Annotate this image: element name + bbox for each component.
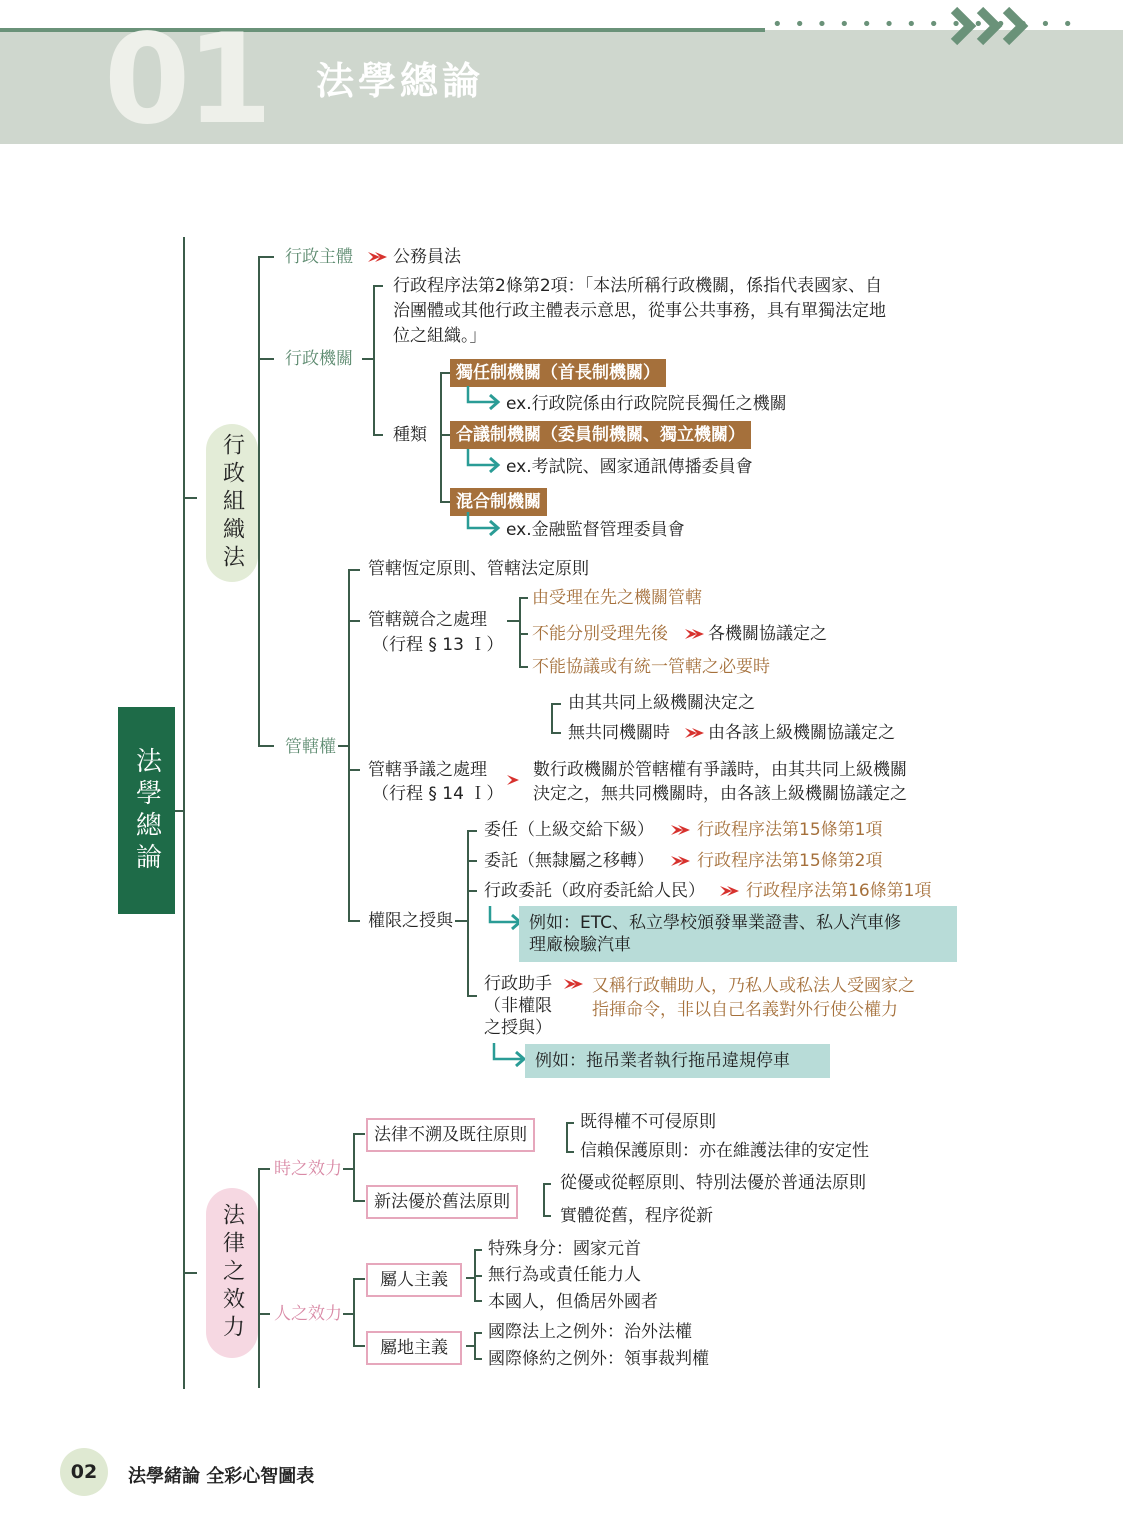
red-arrow-icon: [562, 977, 584, 991]
types-label: 種類: [393, 425, 427, 445]
connector: [258, 1168, 270, 1170]
delegation-label: 權限之授與: [368, 911, 453, 931]
connector: [348, 920, 360, 922]
connector: [353, 1200, 365, 1202]
connector: [566, 1122, 574, 1124]
competition-label: 管轄競合之處理: [368, 610, 487, 630]
connector: [258, 745, 274, 747]
branch2-spine: [258, 1168, 260, 1388]
connector: [440, 501, 450, 503]
example-box: 例如：拖吊業者執行拖吊違規停車: [525, 1044, 830, 1078]
competition-sub-result: 由各該上級機關協議定之: [708, 723, 895, 743]
principle-item: 既得權不可侵原則: [580, 1112, 716, 1132]
principle-box: 新法優於舊法原則: [366, 1185, 518, 1219]
branch-effect-of-law: [206, 1188, 258, 1358]
connector: [474, 1300, 482, 1302]
type-example: ex.考試院、國家通訊傳播委員會: [506, 457, 753, 477]
person-effect-label: 人之效力: [274, 1304, 342, 1324]
connector: [338, 745, 350, 747]
connector: [466, 1345, 475, 1347]
connector: [440, 372, 450, 374]
connector: [566, 1151, 574, 1153]
competition-sub-item: 由其共同上級機關決定之: [568, 693, 755, 713]
principle-item: 國際法上之例外：治外法權: [488, 1322, 692, 1342]
types-bracket: [440, 372, 442, 502]
red-arrow-icon: [505, 773, 521, 787]
jurisdiction-principle: 管轄恆定原則、管轄法定原則: [368, 559, 589, 579]
delegation-bracket: [467, 830, 469, 996]
principle-item: 特殊身分：國家元首: [488, 1239, 641, 1259]
header-dots: • • • • • • • • • • • • • •: [772, 14, 1077, 35]
connector: [440, 434, 450, 436]
footer-title: 法學緒論 全彩心智圖表: [128, 1466, 315, 1487]
principle-item: 無行為或責任能力人: [488, 1265, 641, 1285]
assistant-label: （非權限: [484, 996, 552, 1016]
delegation-law: 行政程序法第16條第1項: [746, 881, 932, 901]
connector: [543, 1215, 551, 1217]
teal-arrow-icon: [492, 1043, 528, 1069]
principle-item: 實體從舊，程序從新: [560, 1206, 713, 1226]
type-example: ex.金融監督管理委員會: [506, 520, 685, 540]
agency-definition-line: 位之組織。」: [393, 326, 487, 346]
type-example: ex.行政院係由行政院院長獨任之機關: [506, 394, 787, 414]
branch1-spine: [258, 256, 260, 746]
red-arrow-icon: [669, 823, 691, 837]
main-spine: [183, 237, 185, 1389]
principle-box: 屬地主義: [366, 1331, 462, 1365]
competition-agree: 各機關協議定之: [708, 624, 827, 644]
connector: [258, 1313, 270, 1315]
example-line: 理廠檢驗汽車: [529, 935, 631, 955]
branch1-label: 行政組織法: [219, 433, 245, 573]
delegation-item: 委託（無隸屬之移轉）: [484, 851, 654, 871]
teal-arrow-icon: [466, 449, 502, 475]
connector: [353, 1345, 365, 1347]
connector: [467, 995, 477, 997]
dispute-text: 數行政機關於管轄權有爭議時，由其共同上級機關: [533, 760, 907, 780]
connector: [507, 620, 520, 622]
root-label: 法學總論: [131, 746, 162, 875]
connector: [348, 769, 360, 771]
example-box: [519, 906, 957, 962]
branch-administrative-organization: [206, 424, 258, 582]
competition-sub-item: 無共同機關時: [568, 723, 670, 743]
principle-item: 從優或從輕原則、特別法優於普通法原則: [560, 1173, 866, 1193]
assistant-desc: 又稱行政輔助人，乃私人或私法人受國家之: [592, 976, 915, 996]
connector: [258, 256, 274, 258]
competition-item: 不能分別受理先後: [532, 624, 668, 644]
type-box: 混合制機關: [450, 488, 547, 516]
agency-definition-line: 行政程序法第2條第2項：「本法所稱行政機關，係指代表國家、自: [393, 276, 883, 296]
connector: [543, 1183, 551, 1185]
principle-item: 本國人，但僑居外國者: [488, 1292, 658, 1312]
time-bracket: [353, 1133, 355, 1201]
connector: [343, 1168, 354, 1170]
connector: [474, 1275, 482, 1277]
root-node: [118, 707, 175, 914]
delegation-law: 行政程序法第15條第1項: [697, 820, 883, 840]
branch2-label: 法律之效力: [219, 1203, 245, 1343]
connector: [455, 920, 468, 922]
connector: [551, 703, 561, 705]
connector: [467, 830, 477, 832]
connector: [519, 666, 528, 668]
principle-item: 信賴保護原則：亦在維護法律的安定性: [580, 1141, 869, 1161]
connector: [343, 1313, 354, 1315]
connector: [519, 597, 528, 599]
assistant-desc: 指揮命令，非以自己名義對外行使公權力: [592, 1000, 898, 1020]
connector: [467, 860, 477, 862]
connector: [551, 732, 561, 734]
principle-item: 國際條約之例外：領事裁判權: [488, 1349, 709, 1369]
connector: [519, 633, 528, 635]
dispute-ref: （行程 § 14 Ｉ）: [372, 784, 504, 804]
competition-item: 不能協議或有統一管轄之必要時: [532, 657, 770, 677]
connector: [467, 890, 477, 892]
competition-item: 由受理在先之機關管轄: [532, 588, 702, 608]
delegation-item: 委任（上級交給下級）: [484, 820, 654, 840]
sub-bracket: [543, 1183, 545, 1216]
agency-label: 行政機關: [285, 349, 353, 369]
dispute-text: 決定之，無共同機關時，由各該上級機關協議定之: [533, 784, 907, 804]
competition-ref: （行程 § 13 Ｉ）: [372, 635, 504, 655]
competition-sub-bracket: [551, 703, 553, 733]
type-box: 獨任制機關（首長制機關）: [450, 359, 666, 387]
connector: [353, 1133, 365, 1135]
chapter-number: 01: [104, 8, 269, 152]
red-arrow-icon: [683, 726, 705, 740]
connector: [362, 358, 374, 360]
connector: [466, 1277, 475, 1279]
jurisdiction-label: 管轄權: [285, 737, 336, 757]
red-arrow-icon: [669, 854, 691, 868]
subject-value: 公務員法: [393, 247, 461, 267]
connector: [348, 620, 360, 622]
teal-arrow-icon: [466, 512, 502, 538]
connector: [474, 1332, 482, 1334]
dispute-label: 管轄爭議之處理: [368, 760, 487, 780]
delegation-item: 行政委託（政府委託給人民）: [484, 881, 705, 901]
competition-bracket: [519, 597, 521, 667]
agency-definition-line: 治團體或其他行政主體表示意思，從事公共事務，具有單獨法定地: [393, 301, 886, 321]
header-chevrons-icon: [950, 6, 1042, 46]
page-number: 02: [60, 1448, 108, 1496]
red-arrow-icon: [718, 884, 740, 898]
agency-bracket: [373, 285, 375, 435]
connector: [373, 434, 383, 436]
example-line: 例如：ETC、私立學校頒發畢業證書、私人汽車修: [529, 913, 901, 933]
connector: [474, 1358, 482, 1360]
delegation-law: 行政程序法第15條第2項: [697, 851, 883, 871]
connector: [183, 1272, 197, 1274]
chapter-title: 法學總論: [316, 58, 485, 103]
assistant-label: 行政助手: [484, 974, 552, 994]
sub-bracket: [566, 1122, 568, 1152]
connector: [258, 358, 274, 360]
principle-box: 法律不溯及既往原則: [366, 1118, 535, 1152]
type-box: 合議制機關（委員制機關、獨立機關）: [450, 421, 751, 449]
principle-box: 屬人主義: [366, 1263, 462, 1297]
connector: [373, 285, 383, 287]
connector: [348, 569, 360, 571]
connector: [353, 1278, 365, 1280]
teal-arrow-icon: [466, 386, 502, 412]
assistant-label: 之授與）: [484, 1018, 552, 1038]
subject-label: 行政主體: [285, 247, 353, 267]
red-arrow-icon: [683, 627, 705, 641]
red-arrow-icon: [366, 250, 388, 264]
connector: [474, 1249, 482, 1251]
connector: [183, 497, 197, 499]
time-effect-label: 時之效力: [274, 1159, 342, 1179]
person-bracket: [353, 1278, 355, 1346]
